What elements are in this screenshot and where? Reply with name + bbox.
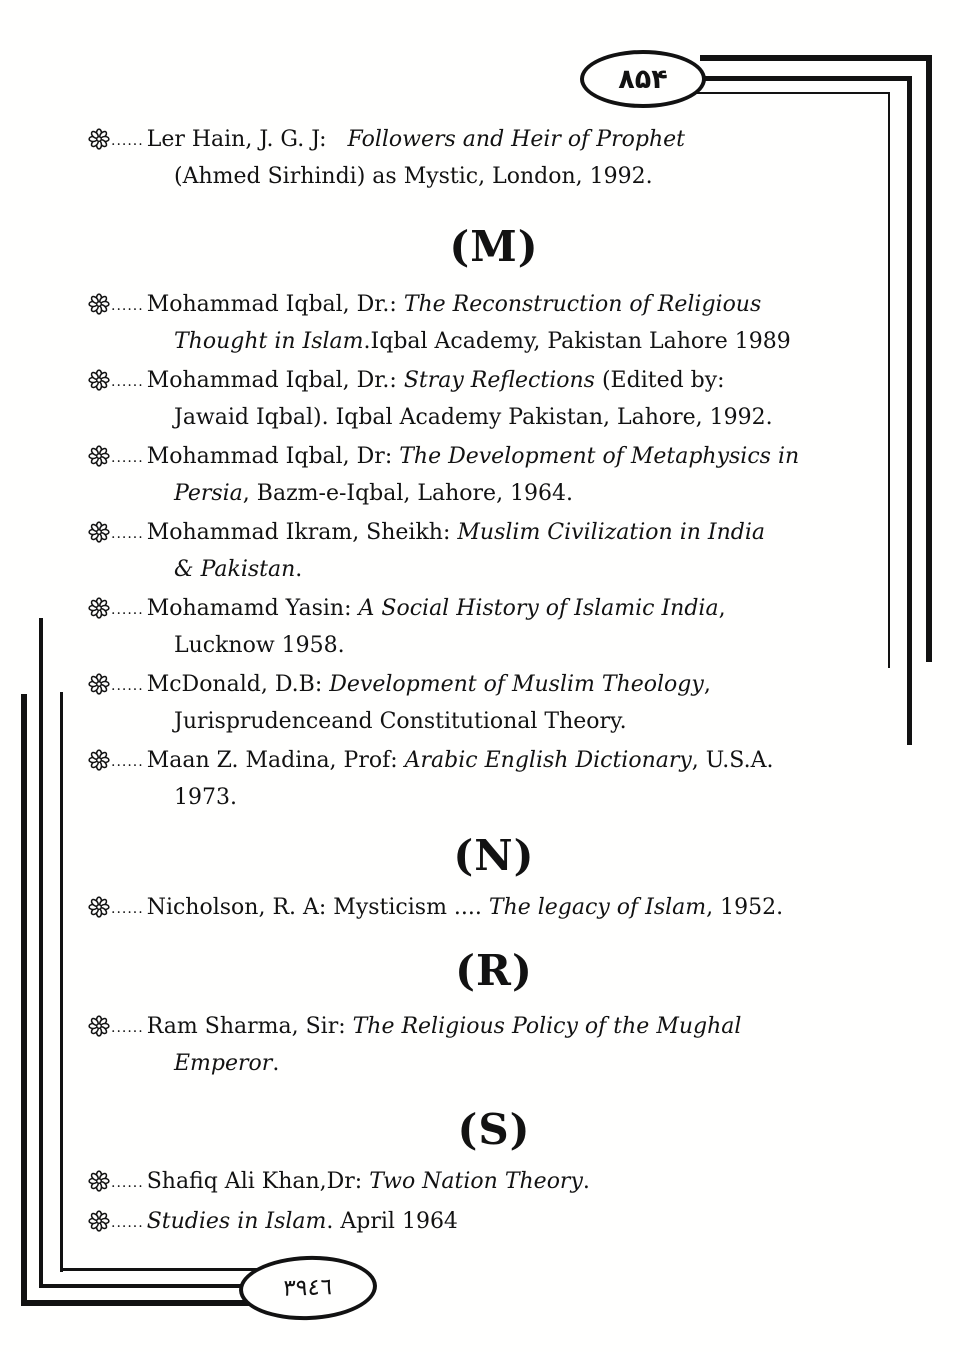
entry-text: (Ahmed Sirhindi) as Mystic, London, 1992. (174, 164, 653, 189)
entry-text: Shafiq Ali Khan,Dr: (146, 1169, 370, 1194)
flower-bullet-icon (88, 896, 110, 918)
entry-text: Ram Sharma, Sir: (146, 1014, 353, 1039)
entry-first-line (88, 122, 900, 159)
bibliography-entry (88, 287, 900, 360)
entry-first-line (88, 1204, 900, 1241)
entry-text: Mohammad Iqbal, Dr.: (146, 368, 404, 393)
leader-dots: ...... (111, 1215, 144, 1231)
entry-continuation-line (88, 552, 900, 588)
frame-line (39, 1284, 251, 1288)
title-text: Development of Muslim Theology (329, 672, 704, 697)
entry-text: Jawaid Iqbal). Iqbal Academy Pakistan, Lahore, 1992. (174, 405, 773, 430)
leader-dots: ...... (111, 901, 144, 917)
leader-dots: ...... (111, 374, 144, 390)
title-text: Two Nation Theory (369, 1169, 583, 1194)
entry-text: Mohamamd Yasin: (146, 596, 359, 621)
entry-text: Mohammad Ikram, Sheikh: (146, 520, 458, 545)
frame-line (21, 1300, 261, 1306)
leader-dots: ...... (111, 1020, 144, 1036)
entry-first-line (88, 591, 900, 628)
entry-text: , U.S.A. (691, 748, 774, 773)
entry-continuation-line (88, 628, 900, 664)
bibliography-entry (88, 591, 900, 664)
page-number-badge-top (580, 50, 706, 108)
section-heading: (S) (457, 1105, 531, 1154)
entry-text: Nicholson, R. A: Mysticism .... (146, 895, 489, 920)
entry-text: , 1952. (706, 895, 784, 920)
entry-text: Lucknow 1958. (174, 633, 345, 658)
title-text: The Religious Policy of the Mughal (352, 1014, 742, 1039)
entry-text: . (295, 557, 303, 582)
page-number-bottom: ٣٩٤٦ (282, 1274, 334, 1302)
bibliography-entry (88, 667, 900, 740)
flower-bullet-icon (88, 749, 110, 771)
entry-first-line (88, 743, 900, 780)
flower-bullet-icon (88, 521, 110, 543)
entry-continuation-line (88, 400, 900, 436)
frame-line (21, 694, 27, 1306)
section-heading: (R) (455, 946, 533, 995)
title-text: Emperor (174, 1051, 273, 1076)
leader-dots: ...... (111, 678, 144, 694)
frame-line (700, 55, 932, 61)
entry-text: . April 1964 (326, 1209, 458, 1234)
bibliography-entry (88, 515, 900, 588)
bibliography-entry (88, 122, 900, 195)
entry-first-line (88, 1009, 900, 1046)
leader-dots: ...... (111, 754, 144, 770)
title-text: Muslim Civilization in India (457, 520, 765, 545)
entry-first-line (88, 439, 900, 476)
entry-continuation-line (88, 704, 900, 740)
entry-first-line (88, 890, 900, 927)
flower-bullet-icon (88, 673, 110, 695)
frame-line (39, 618, 43, 1288)
flower-bullet-icon (88, 1170, 110, 1192)
entry-continuation-line (88, 159, 900, 195)
entry-first-line (88, 667, 900, 704)
entry-continuation-line (88, 1046, 900, 1082)
frame-line (60, 1268, 274, 1271)
entry-text: Mohammad Iqbal, Dr: (146, 444, 400, 469)
frame-line (60, 692, 63, 1272)
bibliography-entry (88, 890, 900, 927)
bibliography-entry (88, 1164, 900, 1201)
entry-text: Mohammad Iqbal, Dr.: (146, 292, 404, 317)
flower-bullet-icon (88, 128, 110, 150)
section-heading: (N) (453, 831, 535, 880)
entry-text: (Edited by: (594, 368, 725, 393)
frame-line (704, 76, 912, 81)
leader-dots: ...... (111, 450, 144, 466)
title-text: Studies in Islam (146, 1209, 327, 1234)
flower-bullet-icon (88, 597, 110, 619)
entry-text: McDonald, D.B: (146, 672, 330, 697)
title-text: Stray Reflections (403, 368, 595, 393)
title-text: & Pakistan (174, 557, 296, 582)
bibliography-entry (88, 363, 900, 436)
flower-bullet-icon (88, 293, 110, 315)
entry-text: Ler Hain, J. G. J: (146, 127, 348, 152)
leader-dots: ...... (111, 298, 144, 314)
leader-dots: ...... (111, 602, 144, 618)
flower-bullet-icon (88, 1210, 110, 1232)
leader-dots: ...... (111, 526, 144, 542)
entry-text: 1973. (174, 785, 237, 810)
entry-text: . (582, 1169, 590, 1194)
section-heading: (M) (449, 222, 539, 271)
flower-bullet-icon (88, 369, 110, 391)
title-text: Arabic English Dictionary (404, 748, 692, 773)
flower-bullet-icon (88, 445, 110, 467)
title-text: The Reconstruction of Religious (403, 292, 762, 317)
bibliography-entry (88, 1204, 900, 1241)
entry-text: .Iqbal Academy, Pakistan Lahore 1989 (363, 329, 791, 354)
entry-first-line (88, 363, 900, 400)
entry-first-line (88, 515, 900, 552)
frame-line (926, 55, 932, 662)
title-text: The Development of Metaphysics in (399, 444, 800, 469)
entry-continuation-line (88, 780, 900, 816)
page-number-top: ۸۵۴ (618, 63, 668, 95)
page-number-badge-bottom (238, 1254, 378, 1323)
bibliography-entry (88, 743, 900, 816)
entry-text: . (272, 1051, 280, 1076)
leader-dots: ...... (111, 133, 144, 149)
entry-first-line (88, 287, 900, 324)
bibliography (88, 122, 900, 1244)
entry-first-line (88, 1164, 900, 1201)
frame-line (907, 76, 912, 745)
leader-dots: ...... (111, 1175, 144, 1191)
entry-text: Maan Z. Madina, Prof: (146, 748, 405, 773)
entry-text: , (703, 672, 711, 697)
bibliography-entry (88, 1009, 900, 1082)
title-text: The legacy of Islam (488, 895, 707, 920)
entry-text: Jurisprudenceand Constitutional Theory. (174, 709, 627, 734)
title-text: Thought in Islam (174, 329, 364, 354)
frame-line (686, 92, 890, 94)
entry-text: , Bazm-e-Iqbal, Lahore, 1964. (242, 481, 574, 506)
bibliography-entry (88, 439, 900, 512)
title-text: Followers and Heir of Prophet (347, 127, 685, 152)
flower-bullet-icon (88, 1015, 110, 1037)
entry-continuation-line (88, 476, 900, 512)
title-text: A Social History of Islamic India (358, 596, 719, 621)
title-text: Persia (174, 481, 243, 506)
entry-continuation-line (88, 324, 900, 360)
entry-text: , (718, 596, 726, 621)
